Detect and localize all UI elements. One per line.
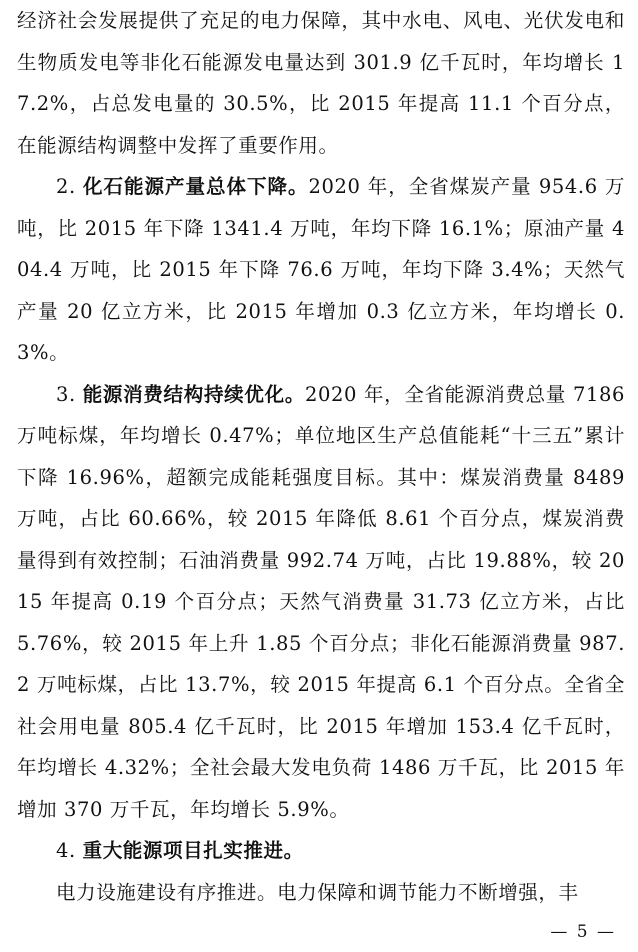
paragraph-power-supply: 经济社会发展提供了充足的电力保障，其中水电、风电、光伏发电和生物质发电等非化石能源发电量达到 301.9 亿千瓦时，年均增长 17.2%，占总发电量的 30.5%，比 2015 年提高 11.1 个百分点，在能源结构调整中发挥了重要作用。 <box>17 9 625 157</box>
section-energy-consumption <box>17 374 625 831</box>
section-major-projects <box>17 830 625 872</box>
section-fossil-production <box>17 166 625 374</box>
section-heading: 重大能源项目扎实推进。 <box>82 839 304 862</box>
section-body: 2020 年，全省煤炭产量 954.6 万吨，比 2015 年下降 1341.4 万吨，年均下降 16.1%；原油产量 404.4 万吨，比 2015 年下降 76.6 万吨，年均下降 3.4%；天然气产量 20 亿立方米，比 2015 年增加 0.3 亿立方米，年均增长 0.3%。 <box>17 175 625 364</box>
paragraph-power-facilities: 电力设施建设有序推进。电力保障和调节能力不断增强，丰 <box>56 880 579 904</box>
page-number: — 5 — <box>550 922 616 942</box>
document-body <box>17 0 625 913</box>
section-heading: 化石能源产量总体下降。 <box>83 175 309 198</box>
section-number: 4. <box>56 839 83 862</box>
section-number: 3. <box>56 382 83 406</box>
section-number: 2. <box>56 175 84 198</box>
section-heading: 能源消费结构持续优化。 <box>82 382 306 406</box>
section-body: 2020 年，全省能源消费总量 7186 万吨标煤，年均增长 0.47%；单位地区生产总值能耗“十三五”累计下降 16.96%，超额完成能耗强度目标。其中：煤炭消费量 8489 万吨，占比 60.66%，较 2015 年降低 8.61 个百分点，煤炭消费量得到有效控制；石油消费量 992.74 万吨，占比 19.88%，较 2015 年提高 0.19 个百分点；天然气消费量 31.73 亿立方米，占比 5.76%，较 2015 年上升 1.85 个百分点；非化石能源消费量 987.2 万吨标煤，占比 13.7%，较 2015 年提高 6.1 个百分点。全省全社会用电量 805.4 亿千瓦时，比 2015 年增加 153.4 亿千瓦时，年均增长 4.32%；全社会最大发电负荷 1486 万千瓦，比 2015 年增加 370 万千瓦，年均增长 5.9%。 <box>17 382 625 821</box>
